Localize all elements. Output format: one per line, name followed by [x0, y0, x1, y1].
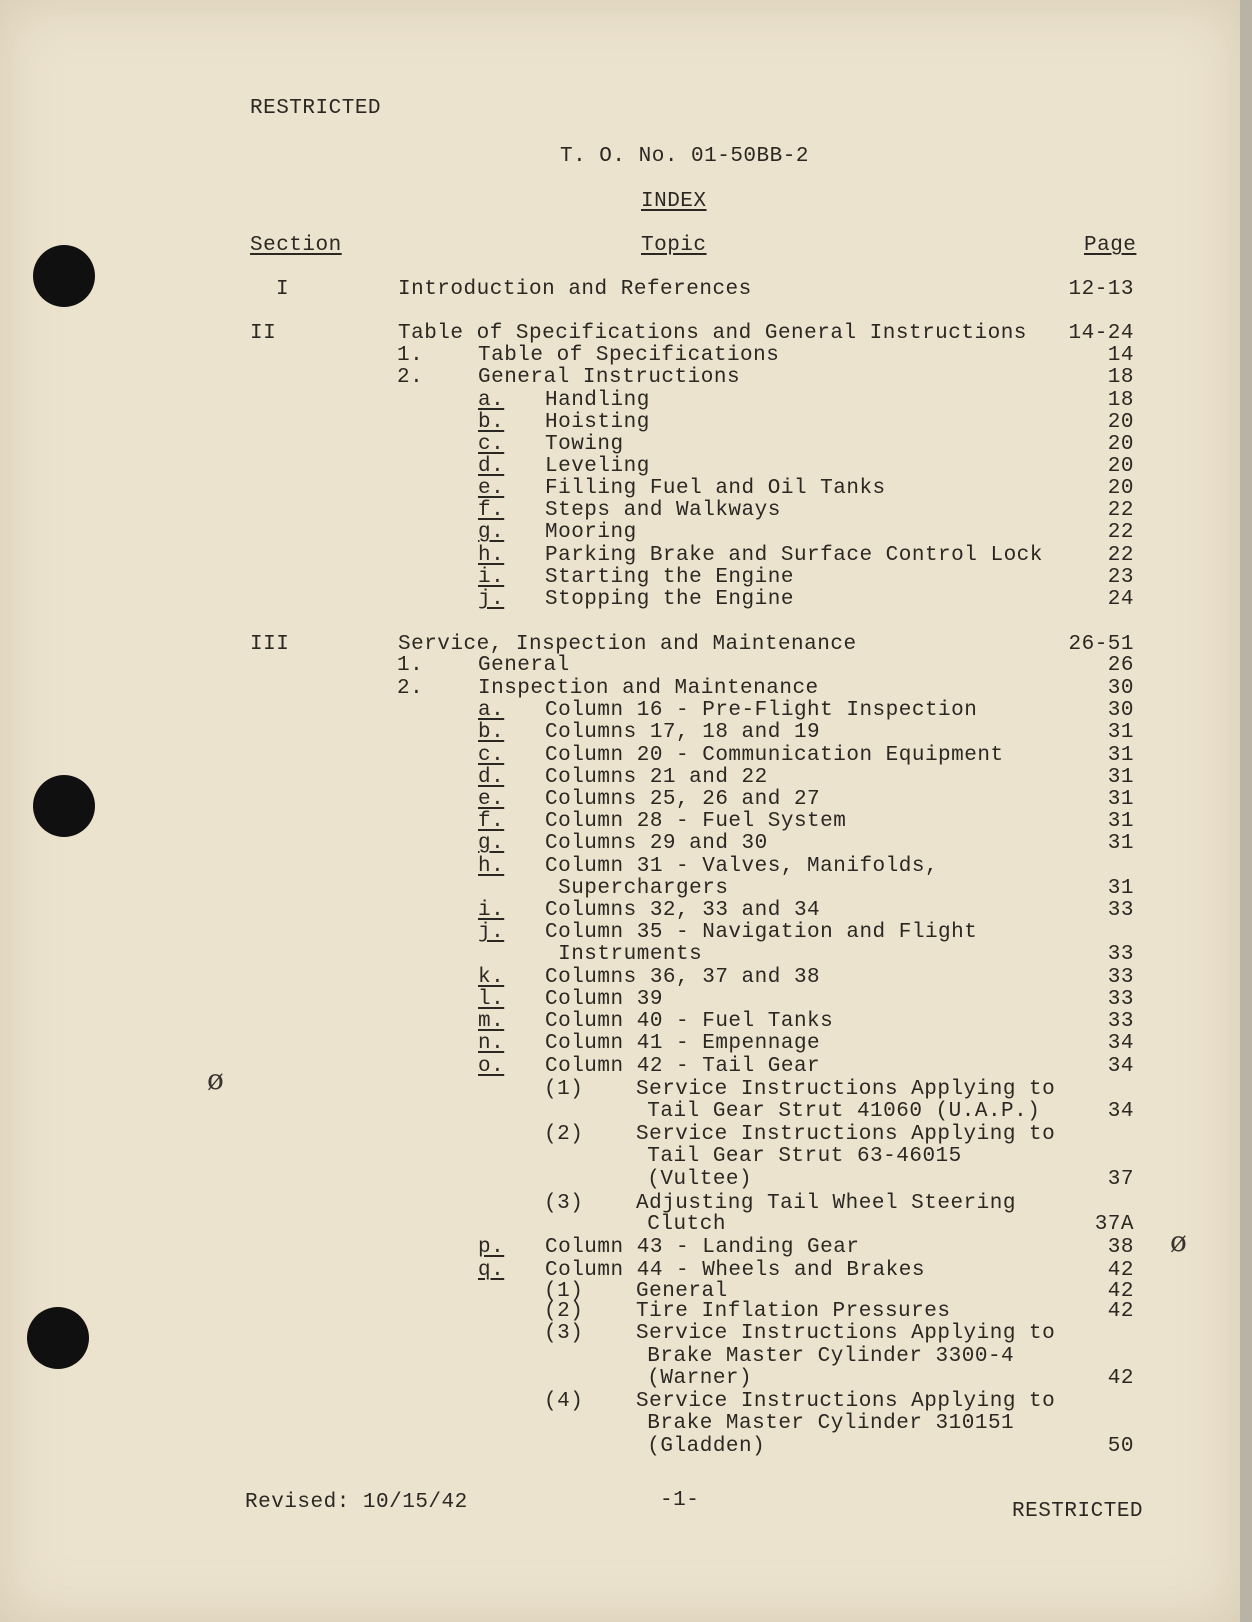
- item-letter: f.: [478, 499, 505, 522]
- topic-text: Column 42 - Tail Gear: [545, 1055, 821, 1078]
- item-letter: e.: [478, 788, 505, 811]
- topic-text: (Warner): [608, 1367, 753, 1390]
- page-ref: 30: [1107, 699, 1134, 722]
- topic-text: Columns 21 and 22: [545, 766, 768, 789]
- page-ref: 42: [1107, 1280, 1134, 1303]
- sub-item-number: (2): [544, 1123, 584, 1146]
- item-letter: f.: [478, 810, 505, 833]
- page-ref: 34: [1107, 1055, 1134, 1078]
- margin-mark: ø: [207, 1063, 225, 1096]
- page-ref: 42: [1107, 1259, 1134, 1282]
- page-ref: 31: [1107, 877, 1134, 900]
- column-header-topic: Topic: [641, 234, 707, 257]
- topic-text: Steps and Walkways: [545, 499, 781, 522]
- page-ref: 37: [1107, 1168, 1134, 1191]
- topic-text: Columns 25, 26 and 27: [545, 788, 821, 811]
- item-number: 1.: [397, 654, 424, 677]
- section-number: I: [276, 278, 290, 301]
- topic-text: Column 16 - Pre-Flight Inspection: [545, 699, 978, 722]
- page-ref: 34: [1107, 1100, 1134, 1123]
- item-letter: c.: [478, 433, 505, 456]
- topic-text: Brake Master Cylinder 310151: [608, 1412, 1015, 1435]
- section-number: III: [250, 633, 290, 656]
- topic-text: Hoisting: [545, 411, 650, 434]
- punch-hole: [33, 775, 95, 837]
- page-ref: 20: [1107, 477, 1134, 500]
- sub-item-number: (4): [544, 1390, 584, 1413]
- item-letter: b.: [478, 721, 505, 744]
- sub-item-number: (2): [544, 1300, 584, 1323]
- topic-text: Column 35 - Navigation and Flight: [545, 921, 978, 944]
- margin-mark: ø: [1170, 1225, 1188, 1258]
- item-letter: e.: [478, 477, 505, 500]
- page-ref: 26: [1107, 654, 1134, 677]
- page-ref: 33: [1107, 988, 1134, 1011]
- sub-item-number: (3): [544, 1192, 584, 1215]
- page-ref: 26-51: [1068, 633, 1134, 656]
- item-letter: d.: [478, 766, 505, 789]
- topic-text: Table of Specifications: [478, 344, 780, 367]
- page-ref: 20: [1107, 433, 1134, 456]
- item-letter: a.: [478, 389, 505, 412]
- topic-text: Mooring: [545, 521, 637, 544]
- page-ref: 22: [1107, 499, 1134, 522]
- item-letter: g.: [478, 521, 505, 544]
- topic-text: Instruments: [545, 943, 703, 966]
- page-ref: 14: [1107, 344, 1134, 367]
- page-ref: 33: [1107, 1010, 1134, 1033]
- item-letter: k.: [478, 966, 505, 989]
- item-letter: b.: [478, 411, 505, 434]
- punch-hole: [33, 245, 95, 307]
- topic-text: Service Instructions Applying to: [636, 1123, 1056, 1146]
- page-ref: 31: [1107, 744, 1134, 767]
- topic-text: Column 40 - Fuel Tanks: [545, 1010, 834, 1033]
- topic-text: Column 39: [545, 988, 663, 1011]
- item-letter: o.: [478, 1055, 505, 1078]
- section-number: II: [250, 322, 277, 345]
- topic-text: Service Instructions Applying to: [636, 1390, 1056, 1413]
- topic-text: General: [478, 654, 570, 677]
- topic-text: Towing: [545, 433, 624, 456]
- page-ref: 31: [1107, 788, 1134, 811]
- topic-text: Adjusting Tail Wheel Steering: [636, 1192, 1016, 1215]
- topic-text: Columns 17, 18 and 19: [545, 721, 821, 744]
- page-ref: 22: [1107, 544, 1134, 567]
- topic-text: Stopping the Engine: [545, 588, 794, 611]
- page-ref: 31: [1107, 766, 1134, 789]
- topic-text: Tail Gear Strut 41060 (U.A.P.): [608, 1100, 1041, 1123]
- column-header-section: Section: [250, 234, 342, 257]
- item-letter: n.: [478, 1032, 505, 1055]
- page-ref: 12-13: [1068, 278, 1134, 301]
- item-number: 1.: [397, 344, 424, 367]
- topic-text: Column 28 - Fuel System: [545, 810, 847, 833]
- item-letter: h.: [478, 544, 505, 567]
- page-ref: 24: [1107, 588, 1134, 611]
- topic-text: Column 43 - Landing Gear: [545, 1236, 860, 1259]
- item-letter: h.: [478, 855, 505, 878]
- page-ref: 31: [1107, 721, 1134, 744]
- item-letter: i.: [478, 899, 505, 922]
- revised-date: Revised: 10/15/42: [245, 1491, 468, 1514]
- topic-text: Tire Inflation Pressures: [636, 1300, 951, 1323]
- page-ref: 33: [1107, 899, 1134, 922]
- restricted-bottom: RESTRICTED: [1012, 1500, 1144, 1523]
- topic-text: Starting the Engine: [545, 566, 794, 589]
- page-ref: 20: [1107, 455, 1134, 478]
- restricted-top: RESTRICTED: [250, 97, 382, 120]
- page-ref: 30: [1107, 677, 1134, 700]
- topic-text: (Vultee): [608, 1168, 753, 1191]
- page-ref: 31: [1107, 810, 1134, 833]
- topic-text: Column 41 - Empennage: [545, 1032, 821, 1055]
- page-ref: 22: [1107, 521, 1134, 544]
- topic-text: Column 31 - Valves, Manifolds,: [545, 855, 939, 878]
- page-ref: 20: [1107, 411, 1134, 434]
- topic-text: Columns 36, 37 and 38: [545, 966, 821, 989]
- topic-text: Filling Fuel and Oil Tanks: [545, 477, 886, 500]
- page-number: -1-: [660, 1489, 700, 1512]
- page-ref: 38: [1107, 1236, 1134, 1259]
- to-number: T. O. No. 01-50BB-2: [560, 145, 809, 168]
- punch-hole: [27, 1307, 89, 1369]
- topic-text: Column 44 - Wheels and Brakes: [545, 1259, 925, 1282]
- page-ref: 42: [1107, 1300, 1134, 1323]
- page-ref: 42: [1107, 1367, 1134, 1390]
- topic-text: Service Instructions Applying to: [636, 1322, 1056, 1345]
- topic-text: Handling: [545, 389, 650, 412]
- item-letter: c.: [478, 744, 505, 767]
- topic-text: Inspection and Maintenance: [478, 677, 819, 700]
- page-ref: 34: [1107, 1032, 1134, 1055]
- topic-text: Brake Master Cylinder 3300-4: [608, 1345, 1015, 1368]
- page-ref: 18: [1107, 389, 1134, 412]
- item-letter: l.: [478, 988, 505, 1011]
- page-ref: 23: [1107, 566, 1134, 589]
- item-letter: i.: [478, 566, 505, 589]
- page-ref: 14-24: [1068, 322, 1134, 345]
- topic-text: Columns 29 and 30: [545, 832, 768, 855]
- topic-text: (Gladden): [608, 1435, 766, 1458]
- topic-text: Tail Gear Strut 63-46015: [608, 1145, 962, 1168]
- page-title: INDEX: [641, 190, 707, 213]
- item-letter: p.: [478, 1236, 505, 1259]
- item-number: 2.: [397, 677, 424, 700]
- sub-item-number: (3): [544, 1322, 584, 1345]
- item-letter: j.: [478, 588, 505, 611]
- page-ref: 18: [1107, 366, 1134, 389]
- sub-item-number: (1): [544, 1280, 584, 1303]
- topic-text: Columns 32, 33 and 34: [545, 899, 821, 922]
- page-ref: 31: [1107, 832, 1134, 855]
- topic-text: Parking Brake and Surface Control Lock: [545, 544, 1043, 567]
- topic-text: Introduction and References: [398, 278, 752, 301]
- item-letter: m.: [478, 1010, 505, 1033]
- column-header-page: Page: [1084, 234, 1137, 257]
- topic-text: General: [636, 1280, 728, 1303]
- topic-text: Column 20 - Communication Equipment: [545, 744, 1004, 767]
- topic-text: Superchargers: [545, 877, 729, 900]
- page-ref: 33: [1107, 966, 1134, 989]
- topic-text: General Instructions: [478, 366, 741, 389]
- item-letter: d.: [478, 455, 505, 478]
- page-ref: 33: [1107, 943, 1134, 966]
- topic-text: Table of Specifications and General Instructions: [398, 322, 1027, 345]
- sub-item-number: (1): [544, 1078, 584, 1101]
- item-letter: j.: [478, 921, 505, 944]
- item-letter: g.: [478, 832, 505, 855]
- item-letter: q.: [478, 1259, 505, 1282]
- item-letter: a.: [478, 699, 505, 722]
- page-ref: 50: [1107, 1435, 1134, 1458]
- topic-text: Leveling: [545, 455, 650, 478]
- page-ref: 37A: [1094, 1213, 1134, 1236]
- topic-text: Clutch: [608, 1213, 726, 1236]
- topic-text: Service Instructions Applying to: [636, 1078, 1056, 1101]
- topic-text: Service, Inspection and Maintenance: [398, 633, 857, 656]
- item-number: 2.: [397, 366, 424, 389]
